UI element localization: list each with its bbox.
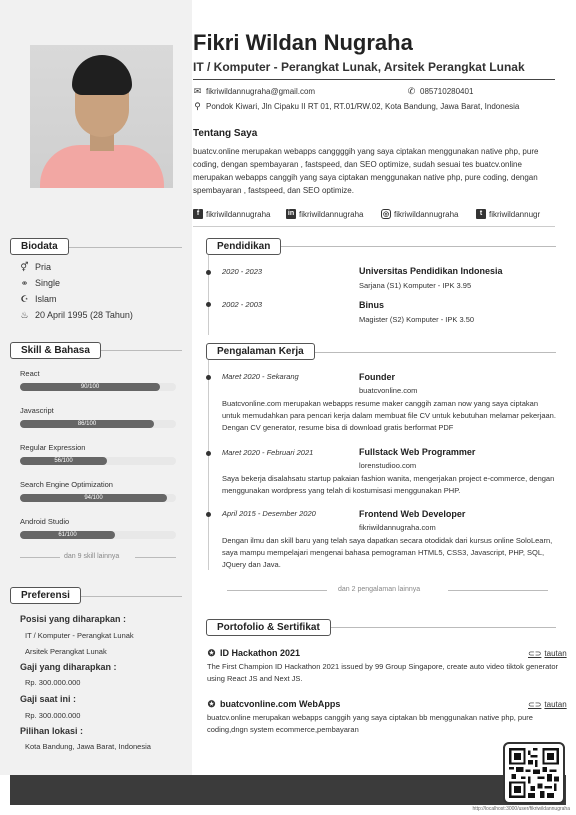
skill-bar [20,457,176,465]
biodata-heading: Biodata [10,238,69,255]
profile-role: IT / Komputer - Perangkat Lunak, Arsitek Perangkat Lunak [193,60,525,74]
current-salary-label: Gaji saat ini : [20,694,77,704]
portfolio-item-2 [207,699,340,709]
experience-company-3: fikriwildannugraha.com [359,523,436,532]
address-text: Pondok Kiwari, Jln Cipaku II RT 01, RT.01/RW.02, Kota Bandung, Jawa Barat, Indonesia [206,102,520,111]
portfolio-link-1[interactable] [528,649,567,658]
social-divider [193,226,555,227]
education-period-1: 2020 - 2023 [222,267,263,276]
education-heading: Pendidikan [206,238,281,255]
contact-email[interactable] [193,87,315,96]
experience-period-1: Maret 2020 - Sekarang [222,372,299,381]
gender-icon: ⚥ [20,261,29,272]
position-value-2: Arsitek Perangkat Lunak [25,647,107,656]
experience-company-2: lorenstudioo.com [359,461,417,470]
portfolio-heading: Portofolio & Sertifikat [206,619,331,636]
skill-score: 90/100 [80,384,100,390]
position-value-1: IT / Komputer - Perangkat Lunak [25,631,134,640]
skills-heading: Skill & Bahasa [10,342,101,359]
education-dot-1 [206,270,211,275]
gender-value: Pria [35,262,52,272]
footer-url[interactable]: http://localhost:3000/user/fikriwildannugraha [472,806,570,812]
phone-text: 085710280401 [420,87,474,96]
email-text: fikriwildannugraha@gmail.com [206,87,316,96]
skill-score: 94/100 [84,495,103,501]
skill-bar [20,531,176,539]
education-period-2: 2002 - 2003 [222,300,263,309]
social-facebook[interactable] [193,209,270,219]
skill-name: Search Engine Optimization [20,480,113,489]
education-school-1: Universitas Pendidikan Indonesia [359,266,503,276]
linkedin-handle: fikriwildannugraha [299,209,364,219]
experience-position-2: Fullstack Web Programmer [359,447,476,457]
experience-more-line-left [227,590,327,591]
education-dot-2 [206,302,211,307]
skills-more[interactable]: dan 9 skill lainnya [64,553,120,560]
religion-icon: ☪ [20,293,29,304]
location-pin-icon: ⚲ [194,101,201,111]
experience-desc-3: Dengan ilmu dan skill baru yang telah saya dapatkan secara otodidak dari kursus online SoloLearn, saya mampu mempelajari mengenai bahasa pemograman HTML5, CSS3, Javascript, PHP, SQL, JQuery dan Java. [222,536,553,569]
portfolio-name-2: buatcvonline.com WebApps [220,699,341,709]
education-degree-2: Magister (S2) Komputer - IPK 3.50 [359,315,475,324]
social-linkedin[interactable] [286,209,363,219]
experience-dot-2 [206,451,211,456]
preferences-heading: Preferensi [10,587,81,604]
portfolio-desc-1: The First Champion ID Hackathon 2021 issued by 99 Group Singapore, create auto video tiktok generator using React JS and Next JS. [207,662,559,683]
contact-phone[interactable] [407,87,473,96]
facebook-icon: f [193,209,203,219]
skills-more-line-right [135,557,176,558]
portfolio-desc-2: buatcv.online merupakan webapps canggih yang saya ciptakan bb menggunakan native php, pure coding,dngn system ecommerce,pembayaran [207,713,533,734]
bio-religion [20,294,57,304]
profile-photo [30,45,173,188]
birth-value: 20 April 1995 (28 Tahun) [35,310,133,320]
cake-icon: ♨ [20,309,29,320]
skill-bar [20,494,176,502]
portfolio-link-text-2: tautan [544,700,567,709]
linkedin-icon: in [287,210,295,217]
instagram-icon: ◎ [382,211,390,218]
skill-name: Regular Expression [20,443,86,452]
location-value: Kota Bandung, Jawa Barat, Indonesia [25,742,151,751]
profile-name: Fikri Wildan Nugraha [193,30,413,55]
portfolio-item-1 [207,648,300,658]
qr-code-icon [509,748,559,798]
social-twitter[interactable] [476,209,540,219]
medal-icon: ✪ [207,698,216,709]
religion-value: Islam [35,294,57,304]
skill-bar [20,383,176,391]
experience-dot-1 [206,375,211,380]
location-label: Pilihan lokasi : [20,726,84,736]
portfolio-name-1: ID Hackathon 2021 [220,648,301,658]
experience-period-2: Maret 2020 - Februari 2021 [222,448,314,457]
portfolio-link-2[interactable] [528,700,567,709]
skill-score: 56/100 [54,458,73,464]
twitter-handle: fikriwildannugr [489,209,541,219]
envelope-icon: ✉ [193,86,202,96]
experience-dot-3 [206,512,211,517]
link-icon: ⊂⊃ [528,700,542,709]
link-icon: ⊂⊃ [528,649,542,658]
skill-name: React [20,369,40,378]
skill-name: Android Studio [20,517,70,526]
experience-position-1: Founder [359,372,395,382]
bio-status [20,278,60,288]
skill-score: 86/100 [77,421,97,427]
education-timeline [208,255,209,335]
experience-desc-2: Saya bekerja disalahsatu startup pakaian fashion wanita, mengerjakan project e-commerce, dengan menggunakan wordpress yang telah di kostumisasi menggunakan PHP. [222,474,555,495]
experience-timeline [208,360,209,570]
current-salary-value: Rp. 300.000.000 [25,711,81,720]
medal-icon: ✪ [207,647,216,658]
bio-gender [20,262,51,272]
skills-more-line-left [20,557,60,558]
experience-company-1: buatcvonline.com [359,386,418,395]
instagram-handle: fikriwildannugraha [394,209,459,219]
qr-code [503,742,565,804]
education-degree-1: Sarjana (S1) Komputer - IPK 3.95 [359,281,472,290]
experience-more[interactable]: dan 2 pengalaman lainnya [338,586,421,593]
header-divider [193,79,555,80]
experience-more-line-right [448,590,548,591]
whatsapp-icon: ✆ [407,86,416,96]
status-value: Single [35,278,61,288]
education-school-2: Binus [359,300,385,310]
experience-position-3: Frontend Web Developer [359,509,466,519]
skill-name: Javascript [20,406,54,415]
portfolio-link-text-1: tautan [544,649,567,658]
expected-salary-label: Gaji yang diharapkan : [20,662,117,672]
about-title: Tentang Saya [193,128,258,139]
skill-score: 61/100 [58,532,77,538]
twitter-icon: t [476,209,486,219]
expected-salary-value: Rp. 300.000.000 [25,678,81,687]
rings-icon: ⚭ [20,277,29,288]
facebook-handle: fikriwildannugraha [206,209,271,219]
footer-bar [10,775,566,805]
experience-period-3: April 2015 - Desember 2020 [222,509,316,518]
position-label: Posisi yang diharapkan : [20,614,127,624]
bio-birth [20,310,133,320]
experience-heading: Pengalaman Kerja [206,343,315,360]
about-text: buatcv.online merupakan webapps canggggih yang saya ciptakan menggunakan native php, pure coding, dengan spembayaran , fastspeed, dan SEO optimize, sudah sesuai tes buatcv.online merupakan webapps canggih yang saya ciptakan menggunakan native php, pure coding, dengan spembayaran , fastspeed, dan SEO optimize. [193,147,539,195]
skill-bar [20,420,176,428]
contact-address [193,102,519,111]
experience-desc-1: Buatcvonline.com merupakan webapps resume maker canggih zaman now yang saya ciptakan untuk memudahkan para pencari kerja dalam membuat file CV untuk kebutuhan melamar pekerjaan. Dengan CV generator, resume bisa di download gratis berformat PDF [222,399,556,432]
social-instagram[interactable] [381,209,458,219]
